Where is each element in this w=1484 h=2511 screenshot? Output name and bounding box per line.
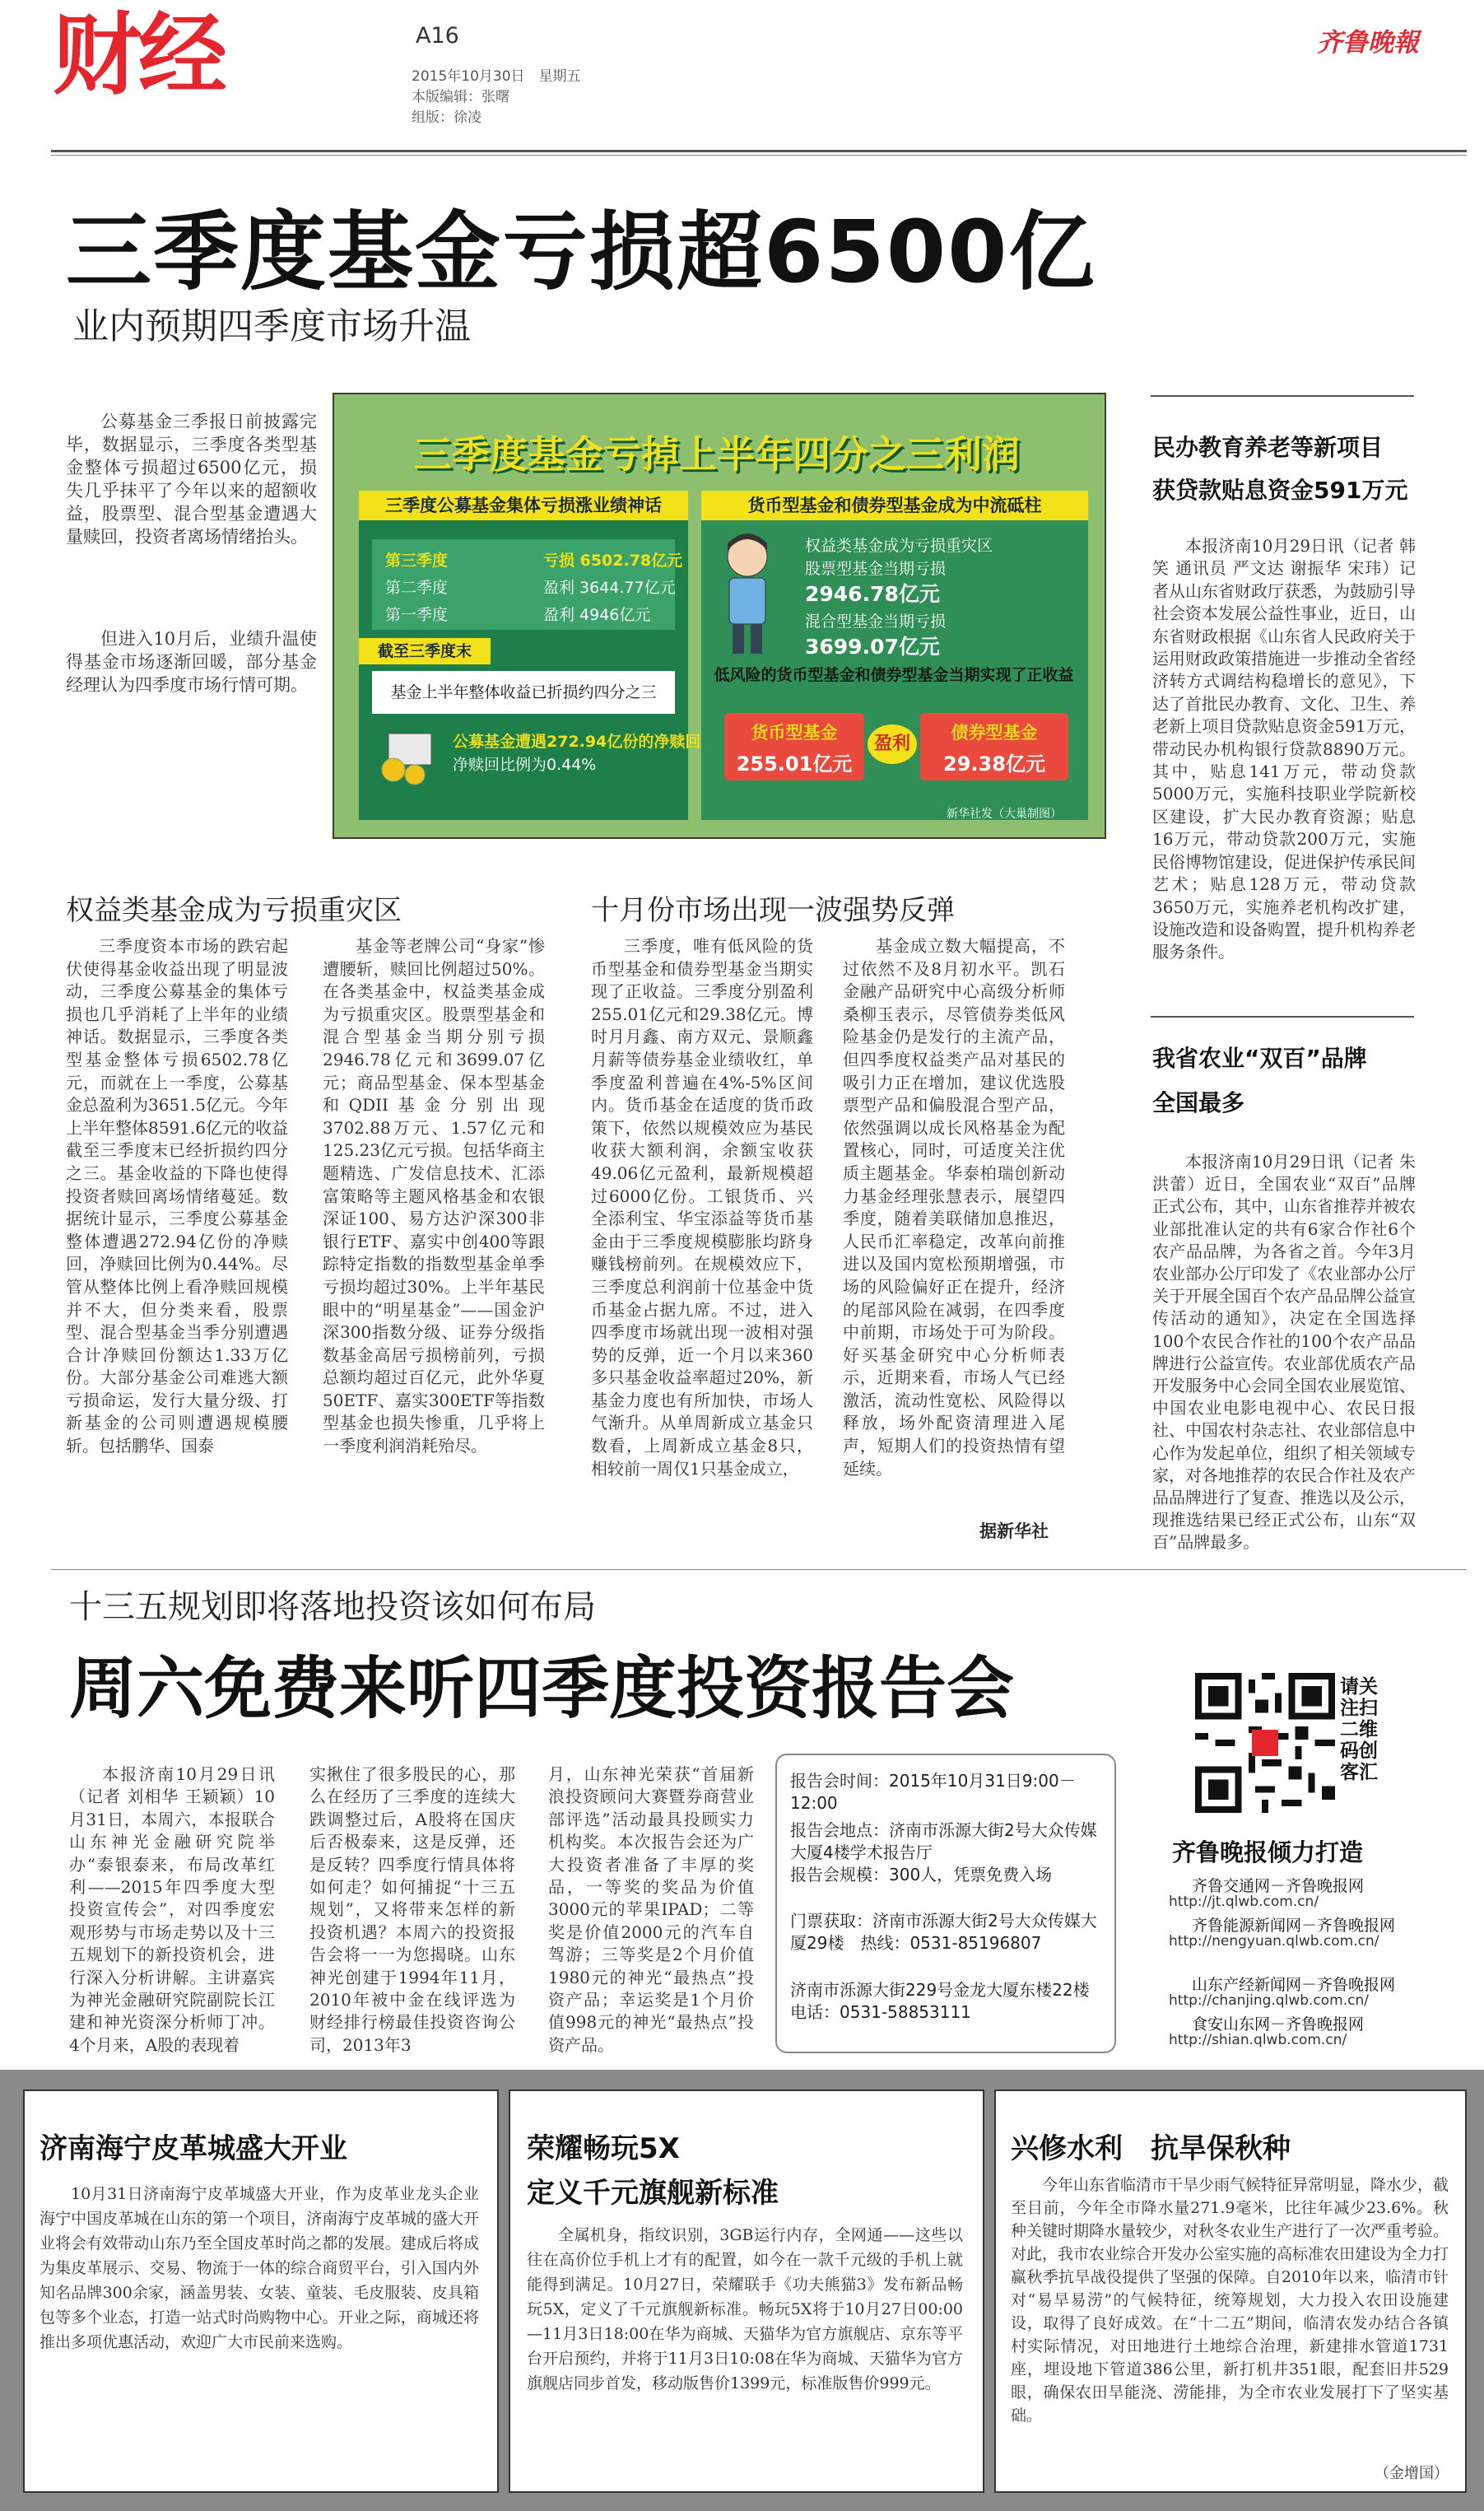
cutoff-label: 截至三季度末 (359, 638, 491, 664)
sidebar-headline-2b: 全国最多 (1152, 1089, 1245, 1116)
october-article-col1: 三季度，唯有低风险的货币型基金和债券型基金当期实现了正收益。三季度分别盈利255.01亿元和29.38亿元。博时月月鑫、南方双元、景顺鑫月薪等债券基金业绩收红，单季度盈利普遍在4%-5%区间内。货币基金在适度的货币政策下，依然以规模效应为基民收获大额利润，余额宝收获49.06亿元盈利，最新规模超过6000亿份。工银货币、兴全添利宝、华宝添益等货币基金由于三季度规模膨胀均跻身赚钱榜前列。在规模效应下，三季度总利润前十位基金中货币基金占据九席。不过，进入四季度市场就出现一波相对强势的反弹，近一个月以来360多只基金收益率超过20%，新基金力度也有所加快，市场人气渐升。从单周新成立基金只数看，上周新成立基金8只，相较前一周仅1只基金成立， (591, 936, 813, 1479)
section-heading-equity: 权益类基金成为亏损重灾区 (66, 894, 402, 927)
site-url[interactable]: http://chanjing.qlwb.com.cn/ (1169, 1992, 1369, 2009)
news-source: 据新华社 (979, 1521, 1049, 1541)
infographic-caption: 权益类基金成为亏损重灾区 (805, 537, 993, 555)
ad-title-honor-1: 荣耀畅玩5X (527, 2132, 680, 2165)
ad-title-irrigation: 兴修水利 抗旱保秋种 (1011, 2132, 1291, 2165)
qr-slogan: 齐鲁晚报倾力打造 (1172, 1838, 1364, 1866)
bond-fund-label: 债券型基金 (951, 723, 1038, 743)
site-name: 齐鲁交通网－齐鲁晚报网 (1192, 1877, 1365, 1895)
coins-icon (372, 729, 446, 786)
qr-caption: 请关注扫二维码创客汇 (1340, 1676, 1378, 1783)
page-editor: 本版编辑：张曙 (412, 89, 509, 105)
report-kicker: 十三五规划即将落地投资该如何布局 (69, 1588, 596, 1626)
qr-code-icon (1195, 1673, 1335, 1813)
quarter-value: 亏损 6502.78亿元 (543, 552, 683, 570)
section-divider (51, 1569, 1467, 1570)
stock-fund-label: 股票型基金当期亏损 (805, 560, 947, 578)
mixed-fund-value: 3699.07亿元 (805, 635, 940, 659)
investor-figure-icon (713, 532, 782, 655)
sidebar-headline-1a: 民办教育养老等新项目 (1152, 434, 1384, 461)
newspaper-logo: 齐鲁晚報 (1317, 28, 1419, 58)
cutoff-text: 基金上半年整体收益已折损约四分之三 (372, 671, 675, 714)
site-url[interactable]: http://nengyuan.qlwb.com.cn/ (1169, 1933, 1379, 1950)
ad-body-irrigation: 今年山东省临清市干旱少雨气候特征异常明显，降水少，截至目前，今年全市降水量271.9毫米，比往年减少23.6%。秋种关键时期降水量较少，对秋冬农业生产进行了一次严重考验。对此，我市农业综合开发办公室实施的高标准农田建设为全力打赢秋季抗旱战役提供了坚强的保障。自2010年以来，临清市针对“易旱易涝”的气候特征，统筹规划，大力投入农田设施建设，取得了良好成效。在“十二五”期间，临清农发办结合各镇村实际情况，对田地进行土地综合治理，新建排水管道1731座，埋设地下管道386公里，新打机井351眼，配套旧井529眼，确保农田旱能浇、涝能排，为全市农业发展打下了坚实基础。 (1011, 2176, 1449, 2425)
infographic-right-header: 货币型基金和债券型基金成为中流砥柱 (701, 491, 1088, 520)
mixed-fund-label: 混合型基金当期亏损 (805, 613, 947, 631)
equity-article-col2: 基金等老牌公司“身家”惨遭腰斩，赎回比例超过50%。在各类基金中，权益类基金成为亏损重灾区。股票型基金和混合型基金当期分别亏损2946.78亿元和3699.07亿元；商品型基金、保本型基金和QDII基金分别出现3702.88万元、1.57亿元和125.23亿元亏损。包括华商主题精选、广发信息技术、汇添富策略等主题风格基金和农银深证100、易方达沪深300非银行ETF、嘉实中创400等跟踪特定指数的指数型基金单季亏损均超过30%。上半年基民眼中的“明星基金”——国金沪深300指数分级、证券分级指数基金高居亏损榜前列，亏损总额均超过百亿元，此外华夏50ETF、嘉实300ETF等指数型基金也损失惨重，几乎将上一季度利润消耗殆尽。 (323, 936, 545, 1456)
ad-body-honor: 全属机身，指纹识别，3GB运行内存，全网通——这些以往在高价位手机上才有的配置，如今在一款千元级的手机上就能得到满足。10月27日，荣耀联手《功夫熊猫3》发布新品畅玩5X，定义了千元旗舰新标准。畅玩5X将于10月27日00:00—11月3日18:00在华为商城、天猫华为官方旗舰店、京东等平台开启预约，并将于11月3日10:08在华为商城、天猫华为官方旗舰店同步首发，移动版售价1399元，标准版售价999元。 (527, 2226, 963, 2392)
sidebar-article-2: 本报济南10月29日讯（记者 朱洪蕾）近日，全国农业“双百”品牌正式公布，其中，山东省推荐并被农业部批准认定的共有6家合作社6个农产品品牌，为各省之首。今年3月农业部办公厅印发了《农业部办公厅关于开展全国百个农产品品牌公益宣传活动的通知》，决定在全国选择100个农民合作社的100个农产品品牌进行公益宣传。农业部优质农产品开发服务中心会同全国农业展览馆、中国农业电影电视中心、农民日报社、中国农村杂志社、农业部信息中心作为发起单位，组织了相关领域专家，对各地推荐的农民合作社及农产品品牌进行了复查、推选以及公示，现推选结果已经正式公布，山东“双百”品牌最多。 (1152, 1152, 1416, 1553)
report-headline: 周六免费来听四季度投资报告会 (69, 1650, 1015, 1728)
report-scale: 报告会规模：300人，凭票免费入场 (790, 1865, 1053, 1884)
equity-article-col1: 三季度资本市场的跌宕起伏使得基金收益出现了明显波动，三季度公募基金的集体亏损也几乎消耗了上半年的业绩神话。数据显示，三季度各类型基金整体亏损6502.78亿元，而就在上一季度，公募基金总盈利为3651.5亿元。今年上半年整体8591.6亿元的收益截至三季度末已经折损约四分之三。基金收益的下降也使得投资者赎回离场情绪蔓延。数据统计显示，三季度公募基金整体遭遇272.94亿份的净赎回，净赎回比例为0.44%。尽管从整体比例上看净赎回规模并不大，但分类来看，股票型、混合型基金当季分别遭遇合计净赎回份额达1.33万亿份。大部分基金公司难逃大额亏损命运，发行大量分级、打新基金的公司则遭遇规模腰斩。包括鹏华、国泰 (66, 936, 288, 1456)
report-time: 报告会时间：2015年10月31日9:00－12:00 (790, 1771, 1076, 1813)
ad-title-leather: 济南海宁皮革城盛大开业 (40, 2132, 347, 2165)
sidebar-rule (1151, 395, 1414, 397)
site-name: 山东产经新闻网－齐鲁晚报网 (1192, 1976, 1396, 1994)
bond-fund-value: 29.38亿元 (943, 752, 1045, 776)
quarter-label: 第一季度 (385, 606, 449, 624)
site-name: 齐鲁能源新闻网－齐鲁晚报网 (1192, 1917, 1396, 1935)
page-layout-credit: 组版：徐凌 (412, 109, 481, 126)
lead-intro-2: 但进入10月后，业绩升温使得基金市场逐渐回暖，部分基金经理认为四季度市场行情可期。 (66, 629, 317, 695)
quarter-value: 盈利 4946亿元 (543, 606, 651, 624)
report-office: 济南市泺源大街229号金龙大厦东楼22楼 电话：0531-58853111 (790, 1980, 1106, 2022)
redemption-text: 公募基金遭遇272.94亿份的净赎回 (453, 733, 701, 751)
report-article-col2: 实揪住了很多股民的心，那么在经历了三季度的连续大跌调整过后，A股将在国庆后否极泰来，这是反弹，还是反转？四季度行情具体将如何走？如何捕捉“十三五规划”，又将带来怎样的新投资机遇？本周六的投资报告会将一一为您揭晓。山东神光创建于1994年11月，2010年被中金在线评选为财经排行榜最佳投资咨询公司，2013年3 (309, 1764, 515, 2055)
profit-badge: 盈利 (868, 724, 917, 764)
infographic-credit: 新华社发（大巢制图） (947, 808, 1062, 821)
quarter-label: 第二季度 (385, 579, 449, 597)
report-tickets: 门票获取：济南市泺源大街2号大众传媒大厦29楼 热线：0531-85196807 (790, 1911, 1097, 1953)
sidebar-headline-1b: 获贷款贴息资金591万元 (1152, 477, 1408, 504)
site-url[interactable]: http://jt.qlwb.com.cn/ (1169, 1894, 1319, 1910)
infographic-title: 三季度基金亏掉上半年四分之三利润 (414, 432, 1020, 477)
sidebar-headline-2a: 我省农业“双百”品牌 (1152, 1045, 1367, 1072)
quarter-value: 盈利 3644.77亿元 (543, 579, 676, 597)
report-article-col3: 月，山东神光荣获“首届新浪投资顾问大赛暨券商营业部评选”活动最具投顾实力机构奖。本次报告会还为广大投资者准备了丰厚的奖品，一等奖的奖品为价值3000元的苹果IPAD；二等奖是价值2000元的汽车自驾游；三等奖是2个月价值1980元的神光“最热点”投资产品；幸运奖是1个月价值998元的神光“最热点”投资产品。 (548, 1764, 754, 2055)
infographic-left-header: 三季度公募基金集体亏损涨业绩神话 (359, 491, 688, 520)
masthead-divider (51, 150, 1467, 152)
issue-date: 2015年10月30日 星期五 (412, 68, 581, 85)
sidebar-rule (1151, 1016, 1414, 1018)
lead-headline: 三季度基金亏损超6500亿 (66, 202, 1096, 302)
money-fund-value: 255.01亿元 (736, 752, 853, 776)
lead-subhead: 业内预期四季度市场升温 (72, 305, 471, 347)
masthead-divider-thin (51, 155, 1467, 156)
quarter-label: 第三季度 (385, 552, 449, 570)
ad-body-leather: 10月31日济南海宁皮革城盛大开业，作为皮革业龙头企业海宁中国皮革城在山东的第一个项目，济南海宁皮革城的盛大开业将会有效带动山东乃至全国皮革时尚之都的发展。建成后将成为集皮革展示、交易、物流于一体的综合商贸平台，引入国内外知名品牌300余家，涵盖男装、女装、童装、毛皮服装、皮具箱包等多个业态，打造一站式时尚购物中心。开业之际，商城还将推出多项优惠活动，欢迎广大市民前来选购。 (40, 2185, 479, 2351)
october-article-col2: 基金成立数大幅提高，不过依然不及8月初水平。凯石金融产品研究中心高级分析师桑柳玉表示，尽管债券类低风险基金仍是发行的主流产品，但四季度权益类产品对基民的吸引力正在增加，建议优选股票型产品和偏股混合型产品，依然强调以成长风格基金为配置核心，同时，可适度关注优质主题基金。华泰柏瑞创新动力基金经理张慧表示，展望四季度，随着美联储加息推迟，人民币汇率稳定，改革向前推进以及国内宽松预期增强，市场的风险偏好正在提升，经济的尾部风险在减弱，在四季度中前期，市场处于可为阶段。好买基金研究中心分析师表示，近期来看，市场人气已经激活，流动性宽松、风险得以释放，场外配资清理进入尾声，短期人们的投资热情有望延续。 (843, 936, 1065, 1479)
report-venue: 报告会地点：济南市泺源大街2号大众传媒大厦4楼学术报告厅 (790, 1820, 1097, 1862)
ad-title-honor-2: 定义千元旗舰新标准 (527, 2177, 779, 2210)
money-fund-label: 货币型基金 (751, 723, 838, 743)
section-logo: 财经 (53, 4, 225, 107)
stock-fund-value: 2946.78亿元 (805, 582, 940, 606)
site-url[interactable]: http://shian.qlwb.com.cn/ (1169, 2032, 1347, 2048)
site-name: 食安山东网－齐鲁晚报网 (1192, 2015, 1365, 2033)
redemption-ratio: 净赎回比例为0.44% (453, 756, 597, 774)
section-heading-october: 十月份市场出现一波强势反弹 (591, 894, 955, 927)
sidebar-article-1: 本报济南10月29日讯（记者 韩笑 通讯员 严文达 谢振华 宋玮）记者从山东省财政厅获悉，为鼓励引导社会资本发展公益性事业，近日，山东省财政根据《山东省人民政府关于运用财政政策措施进一步推动全省经济转方式调结构稳增长的意见》，下达了首批民办教育、文化、卫生、养老新上项目贷款贴息资金591万元，带动民办机构银行贷款8890万元。其中，贴息141万元，带动贷款5000万元，实施科技职业学院新校区建设，扩大民办教育资源；贴息16万元，带动贷款200万元，实施民俗博物馆建设，促进保护传承民间艺术；贴息128万元，带动贷款3650万元，实施养老机构改扩建，设施改造和设备购置，提升机构养老服务条件。 (1152, 536, 1416, 962)
ad-source-irrigation: （金增国） (1375, 2465, 1449, 2482)
page-number: A16 (416, 23, 459, 49)
report-article-col1: 本报济南10月29日讯（记者 刘相华 王颖颖）10月31日，本周六，本报联合山东神光金融研究院举办“泰银泰来，布局改革红利——2015年四季度大型投资宣传会”，对四季度宏观形势与市场走势以及十三五规划下的新投资机会，进行深入分析讲解。主讲嘉宾为神光金融研究院副院长江建和神光资深分析师丁冲。4个月来，A股的表现着 (69, 1764, 275, 2055)
low-risk-text: 低风险的货币型基金和债券型基金当期实现了正收益 (714, 666, 1074, 684)
lead-intro-1: 公募基金三季报日前披露完毕，数据显示，三季度各类型基金整体亏损超过6500亿元，损失几乎抹平了今年以来的超额收益，股票型、混合型基金遭遇大量赎回，投资者离场情绪抬头。 (66, 412, 317, 547)
